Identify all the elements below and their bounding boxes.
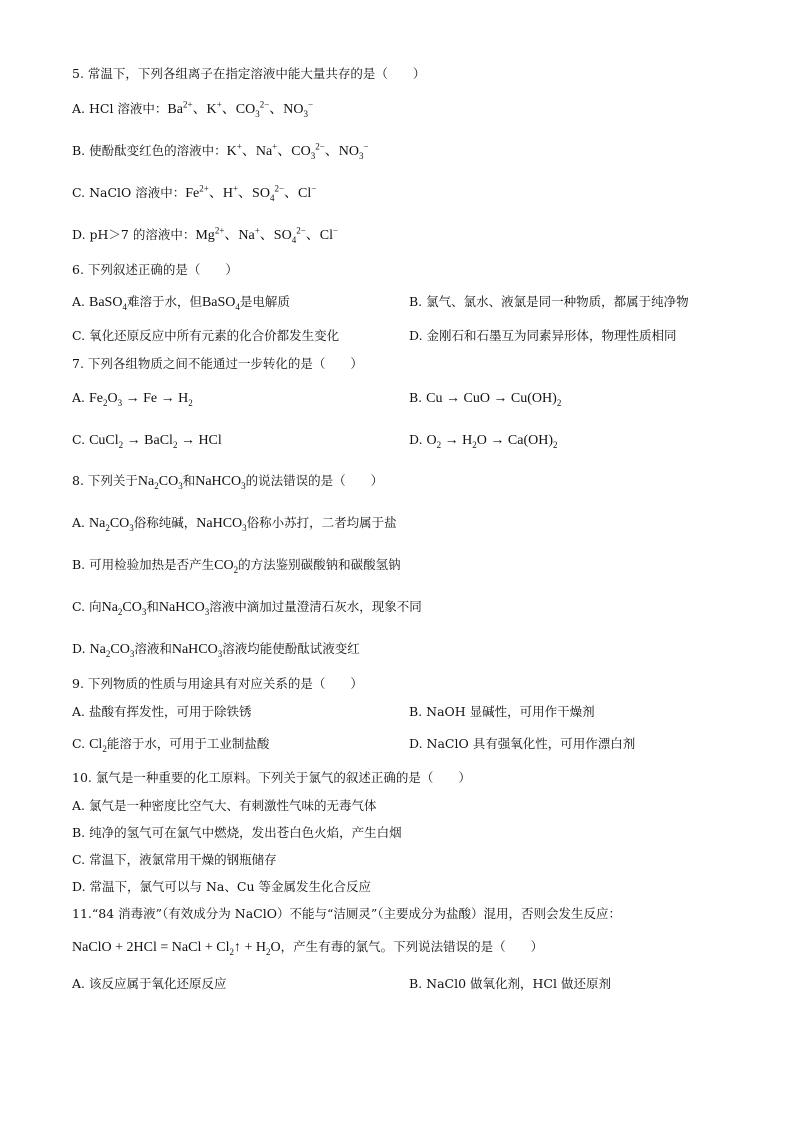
q8-option-a-label: A. [72,515,89,530]
formula-na2co3: $Na_2CO_3$ [89,642,135,659]
q7-option-a-chain: $Fe_2O_3 \to Fe \to H_2$ [88,391,193,408]
formula-nahco3: NaHCO$_3$ [171,642,223,659]
q10-stem: 10. 氯气是一种重要的化工原料。下列关于氯气的叙述正确的是（ ） [72,770,471,785]
q5-option-c [72,184,316,203]
q10-option-d: D. 常温下，氯气可以与 Na、Cu 等金属发生化合反应 [72,879,371,894]
q11-equation-line [72,938,543,957]
q8-option-a-text-end: 俗称小苏打，二者均属于盐 [246,515,397,530]
q8-option-b-text-end: 的方法鉴别碳酸钠和碳酸氢钠 [238,557,401,572]
formula-baso4: BaSO$_4$ [201,295,240,312]
q5-option-c-label: C. NaClO 溶液中： [72,185,186,200]
q7-option-c-chain: CuCl$_2$ → BaCl$_2$ → HCl [89,433,222,450]
q6-option-a-text-end: 是电解质 [239,294,290,309]
q8-option-c-text: 和 [146,599,159,614]
formula-nahco3: NaHCO$_3$ [158,600,210,617]
formula-nahco3: NaHCO$_3$ [195,474,246,491]
q8-option-d-text: 溶液和 [134,641,172,656]
q9-option-a: A. 盐酸有挥发性，可用于除铁锈 [72,704,252,719]
q8-option-a [72,514,397,533]
q9-stem: 9. 下列物质的性质与用途具有对应关系的是（ ） [72,676,363,691]
q7-option-a-label: A. [72,390,89,405]
q5-option-a [72,100,313,119]
q8-option-b [72,556,401,575]
q10-option-b: B. 纯净的氢气可在氯气中燃烧，发出苍白色火焰，产生白烟 [72,825,402,840]
formula-na2co3: $Na_2CO_3$ [88,516,134,533]
q7-option-b-chain: Cu → CuO → $Cu(OH)_2$ [426,391,562,408]
q5-option-d-ions: $Mg^{2+}$、Na+、$SO_4^{2-}$、Cl− [195,225,339,245]
formula-co2: $CO_2$ [214,558,239,575]
q8-stem [72,472,383,491]
formula-na2co3: $Na_2CO_3$ [137,474,183,491]
q8-option-a-text: 俗称纯碱， [133,515,197,530]
q6-option-a-text: 难溶于水，但 [126,294,202,309]
q8-option-c [72,598,422,617]
q6-option-d: D. 金刚石和石墨互为同素异形体，物理性质相同 [409,328,677,343]
q11-equation-text: ，产生有毒的氯气。下列说法错误的是（ ） [280,939,544,954]
q9-option-b: B. NaOH 显碱性，可用作干燥剂 [409,704,595,719]
q6-option-a-label: A. [72,294,89,309]
q7-option-d-chain: $O_2 \to H_2O \to Ca(OH)_2$ [426,433,558,450]
formula-nahco3: NaHCO$_3$ [196,516,247,533]
q9-option-d: D. NaClO 具有强氧化性，可用作漂白剂 [409,736,636,751]
q7-option-c-label: C. [72,432,90,447]
q5-option-a-ions: $Ba^{2+}$、K+、$CO_3^{2-}$、$NO_3^-$ [167,99,314,119]
q8-stem-text: 和 [182,473,196,488]
q5-option-b [72,142,369,161]
formula-baso4: BaSO$_4$ [88,295,127,312]
q8-option-c-text-end: 溶液中滴加过量澄清石灰水，现象不同 [209,599,422,614]
q8-option-d-text-end: 溶液均能使酚酞试液变红 [222,641,360,656]
q6-stem: 6. 下列叙述正确的是（ ） [72,262,238,277]
q7-option-b-label: B. [409,390,427,405]
q5-option-b-label: B. 使酚酞变红色的溶液中： [72,143,227,158]
q6-option-b: B. 氯气、氯水、液氯是同一种物质，都属于纯净物 [409,294,689,309]
q5-option-d-label: D. pH＞7 的溶液中： [72,227,196,242]
q10-option-c: C. 常温下，液氯常用干燥的钢瓶储存 [72,852,277,867]
q6-option-c: C. 氧化还原反应中所有元素的化合价都发生变化 [72,328,340,343]
q9-option-c-text: 能溶于水，可用于工业制盐酸 [106,736,270,751]
q11-stem: 11.“84 消毒液”（有效成分为 NaClO）不能与“洁厕灵”（主要成分为盐酸）混用，否则会发生反应： [72,906,621,921]
q10-option-a: A. 氯气是一种密度比空气大、有刺激性气味的无毒气体 [72,798,377,813]
q8-option-b-text: B. 可用检验加热是否产生 [72,557,215,572]
q11-option-a: A. 该反应属于氧化还原反应 [72,976,227,991]
q8-option-d [72,640,360,659]
q8-option-d-label: D. [72,641,90,656]
q7-option-b [409,389,561,408]
q5-option-a-label: A. HCl 溶液中： [72,101,168,116]
q8-stem-text-end: 的说法错误的是（ ） [245,473,384,488]
q7-stem: 7. 下列各组物质之间不能通过一步转化的是（ ） [72,356,363,371]
q5-option-b-ions: K+、Na+、$CO_3^{2-}$、$NO_3^-$ [226,141,369,161]
q6-option-a [72,293,290,312]
q8-option-c-text: C. 向 [72,599,102,614]
q11-option-b: B. NaCl0 做氧化剂，HCl 做还原剂 [409,976,611,991]
q9-option-c [72,735,269,754]
q8-stem-text: 8. 下列关于 [72,473,138,488]
q5-option-c-ions: $Fe^{2+}$、H+、$SO_4^{2-}$、Cl− [185,183,317,203]
q7-option-d-label: D. [409,432,427,447]
q7-option-a [72,389,193,408]
q7-option-c [72,431,222,450]
q5-option-d [72,226,338,245]
formula-cl2: $Cl_2$ [89,737,107,754]
q11-equation: NaClO + 2HCl = NaCl + $Cl_2↑ + H_2O$ [72,940,281,957]
q5-stem: 5. 常温下，下列各组离子在指定溶液中能大量共存的是（ ） [72,66,426,81]
q7-option-d [409,431,558,450]
q9-option-c-label: C. [72,736,90,751]
formula-na2co3: $Na_2CO_3$ [101,600,147,617]
